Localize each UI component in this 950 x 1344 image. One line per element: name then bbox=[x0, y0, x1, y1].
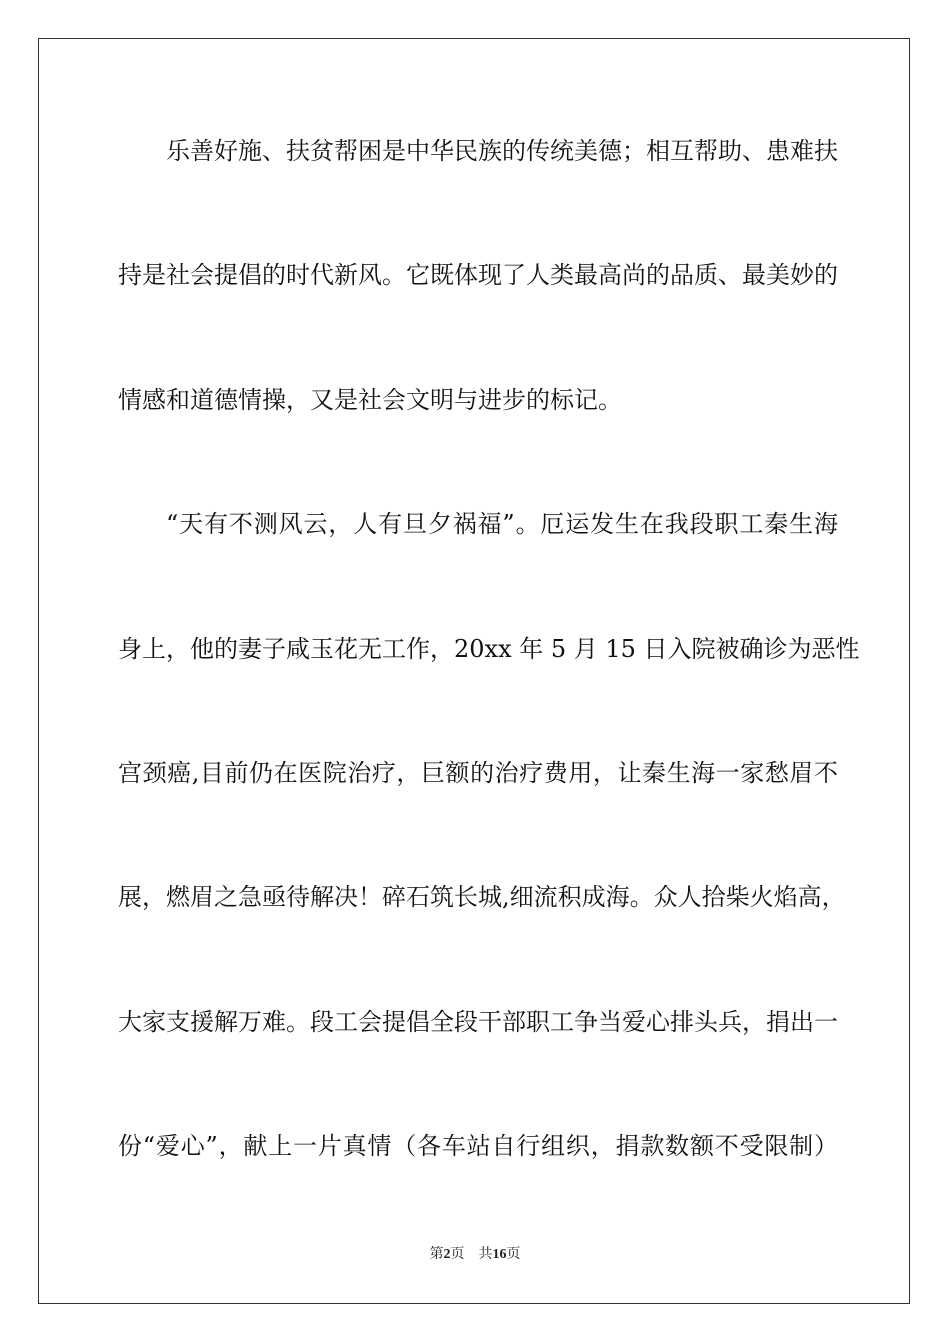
page-suffix: 页 bbox=[506, 1246, 521, 1262]
page-number-footer bbox=[0, 1245, 950, 1264]
text-line: 宫颈癌,目前仍在医院治疗，巨额的治疗费用，让秦生海一家愁眉不 bbox=[118, 759, 838, 787]
text-line: “天有不测风云，人有旦夕祸福”。厄运发生在我段职工秦生海 bbox=[166, 510, 838, 538]
text-line: 身上，他的妻子咸玉花无工作，20xx 年 5 月 15 日入院被确诊为恶性 bbox=[118, 635, 860, 663]
text-line: 展，燃眉之急亟待解决！碎石筑长城,细流积成海。众人拾柴火焰高， bbox=[118, 883, 846, 911]
text-line: 大家支援解万难。段工会提倡全段干部职工争当爱心排头兵，捐出一 bbox=[118, 1008, 838, 1036]
page-mid: 页 共 bbox=[450, 1246, 493, 1262]
page-prefix: 第 bbox=[429, 1246, 444, 1262]
text-line: 份“爱心”，献上一片真情（各车站自行组织，捐款数额不受限制） bbox=[118, 1132, 838, 1160]
page-total: 16 bbox=[492, 1247, 507, 1262]
text-line: 持是社会提倡的时代新风。它既体现了人类最高尚的品质、最美妙的 bbox=[118, 261, 838, 289]
page-current: 2 bbox=[443, 1247, 451, 1262]
text-line: 乐善好施、扶贫帮困是中华民族的传统美德；相互帮助、患难扶 bbox=[166, 137, 838, 165]
page-frame bbox=[38, 38, 910, 1304]
text-line: 情感和道德情操，又是社会文明与进步的标记。 bbox=[118, 386, 622, 414]
